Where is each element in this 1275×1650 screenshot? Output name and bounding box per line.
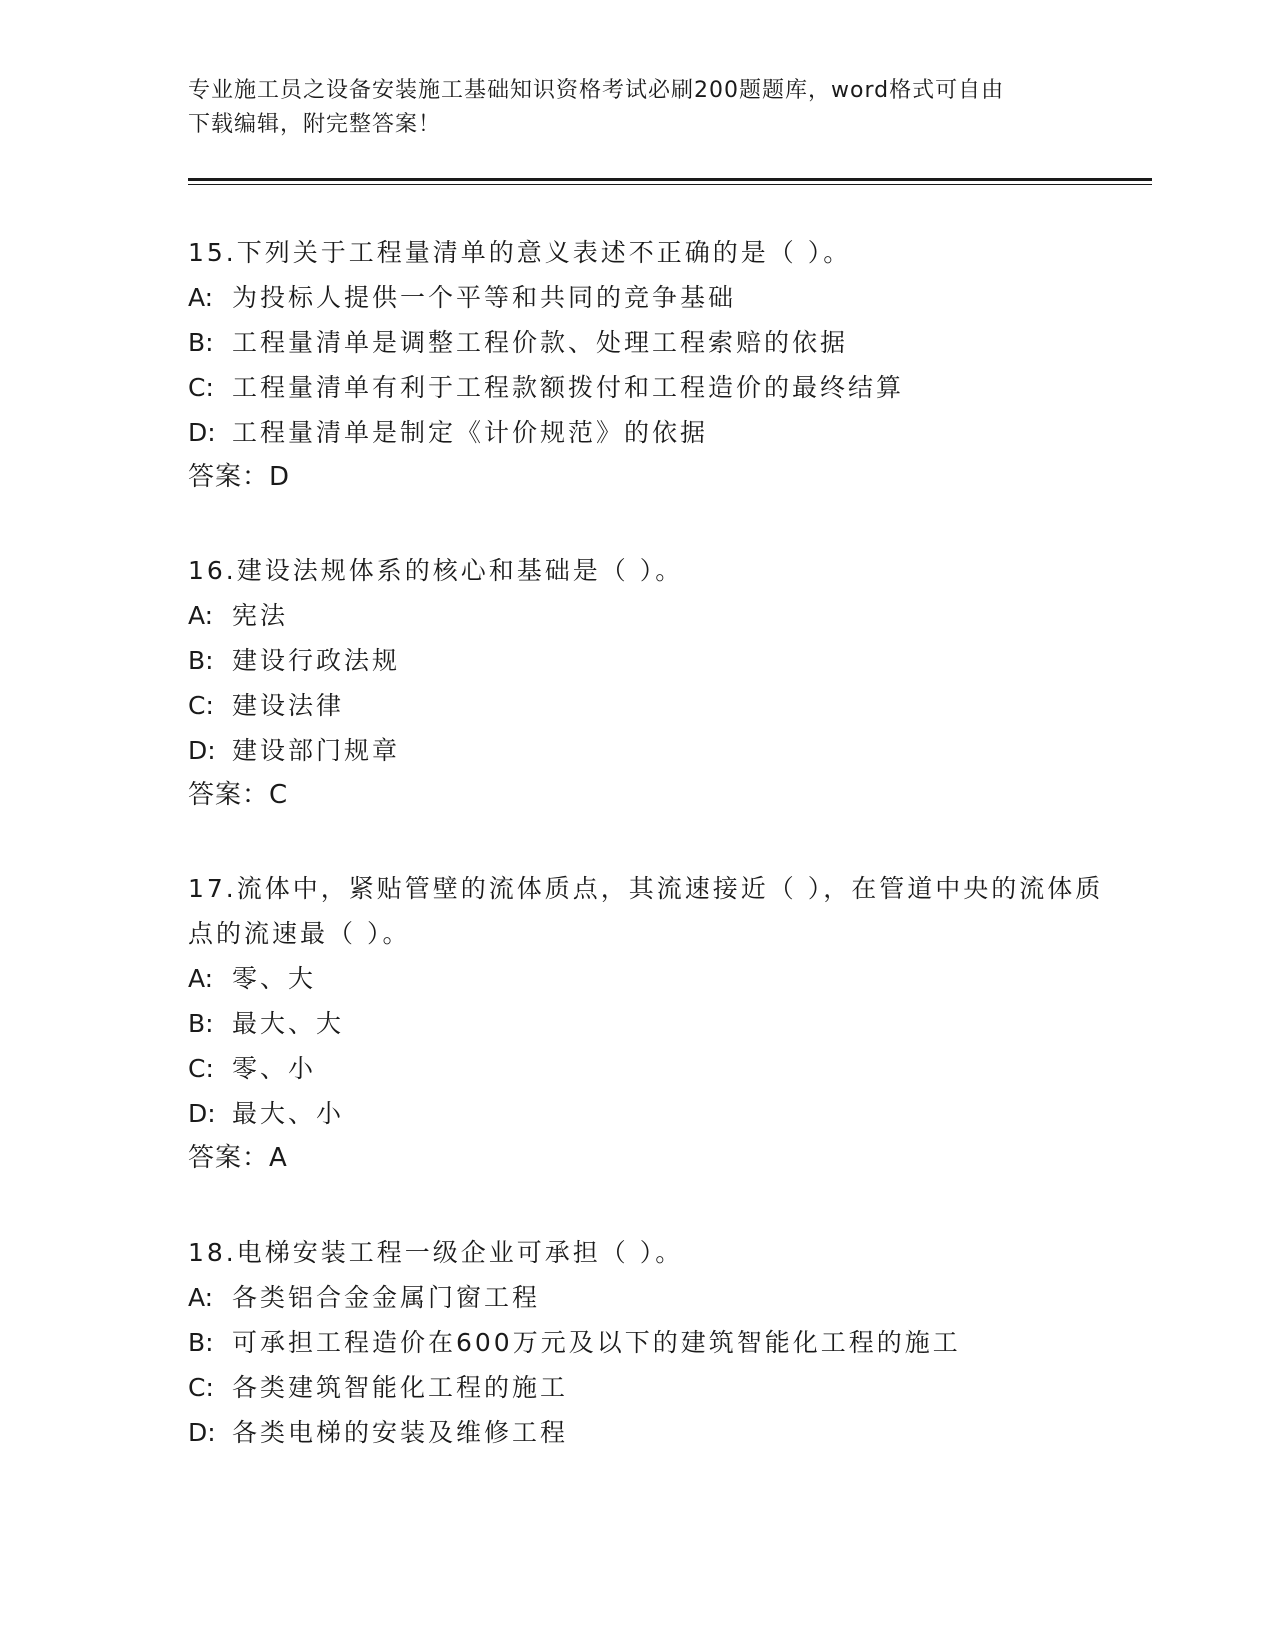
option-c: [188, 1365, 1118, 1410]
option-key: C:: [188, 1054, 214, 1083]
answer-line: 答案：D: [188, 462, 291, 492]
option-key: A:: [188, 283, 214, 312]
question-16: [188, 548, 1118, 818]
option-text: 可承担工程造价在600万元及以下的建筑智能化工程的施工: [232, 1328, 961, 1357]
option-key: B:: [188, 1009, 214, 1038]
option-key: C:: [188, 691, 214, 720]
option-text: 各类铝合金金属门窗工程: [232, 1283, 541, 1312]
option-text: 各类电梯的安装及维修工程: [232, 1418, 569, 1447]
question-15: [188, 230, 1118, 500]
option-text: 宪法: [232, 601, 289, 630]
option-key: D:: [188, 736, 216, 765]
option-key: D:: [188, 418, 216, 447]
option-key: A:: [188, 964, 214, 993]
option-text: 建设法律: [232, 691, 345, 720]
header-divider-thin: [188, 184, 1152, 185]
question-stem: 15.下列关于工程量清单的意义表述不正确的是（ ）。: [188, 238, 852, 267]
answer-line: 答案：C: [188, 780, 289, 810]
option-text: 零、大: [232, 964, 317, 993]
option-b: [188, 320, 1118, 365]
option-key: B:: [188, 646, 214, 675]
document-header: [188, 74, 1088, 142]
header-line-2: 下载编辑，附完整答案！: [188, 112, 442, 137]
option-b: [188, 1320, 1118, 1365]
option-key: D:: [188, 1099, 216, 1128]
header-divider-thick: [188, 178, 1152, 181]
option-a: [188, 1275, 1118, 1320]
option-key: C:: [188, 373, 214, 402]
header-line-1: 专业施工员之设备安装施工基础知识资格考试必刷200题题库，word格式可自由: [188, 78, 1005, 103]
option-text: 工程量清单有利于工程款额拨付和工程造价的最终结算: [232, 373, 905, 402]
option-a: [188, 275, 1118, 320]
option-d: [188, 728, 1118, 773]
option-key: A:: [188, 601, 214, 630]
option-a: [188, 593, 1118, 638]
option-text: 工程量清单是调整工程价款、处理工程索赔的依据: [232, 328, 849, 357]
option-text: 最大、大: [232, 1009, 345, 1038]
option-text: 最大、小: [232, 1099, 345, 1128]
option-text: 工程量清单是制定《计价规范》的依据: [232, 418, 709, 447]
option-text: 为投标人提供一个平等和共同的竞争基础: [232, 283, 737, 312]
option-d: [188, 1410, 1118, 1455]
option-c: [188, 1046, 1118, 1091]
option-key: B:: [188, 328, 214, 357]
option-key: C:: [188, 1373, 214, 1402]
option-d: [188, 410, 1118, 455]
option-key: A:: [188, 1283, 214, 1312]
option-d: [188, 1091, 1118, 1136]
question-stem: 18.电梯安装工程一级企业可承担（ ）。: [188, 1238, 684, 1267]
question-17: [188, 866, 1118, 1181]
option-c: [188, 683, 1118, 728]
option-key: D:: [188, 1418, 216, 1447]
option-c: [188, 365, 1118, 410]
answer-line: 答案：A: [188, 1143, 288, 1173]
option-text: 各类建筑智能化工程的施工: [232, 1373, 569, 1402]
option-a: [188, 956, 1118, 1001]
option-b: [188, 638, 1118, 683]
question-stem: 17.流体中，紧贴管壁的流体质点，其流速接近（ ），在管道中央的流体质点的流速最（ ）。: [188, 874, 1104, 948]
option-text: 零、小: [232, 1054, 317, 1083]
option-text: 建设部门规章: [232, 736, 401, 765]
option-text: 建设行政法规: [232, 646, 401, 675]
option-key: B:: [188, 1328, 214, 1357]
option-b: [188, 1001, 1118, 1046]
question-18: [188, 1230, 1118, 1455]
question-stem: 16.建设法规体系的核心和基础是（ ）。: [188, 556, 684, 585]
